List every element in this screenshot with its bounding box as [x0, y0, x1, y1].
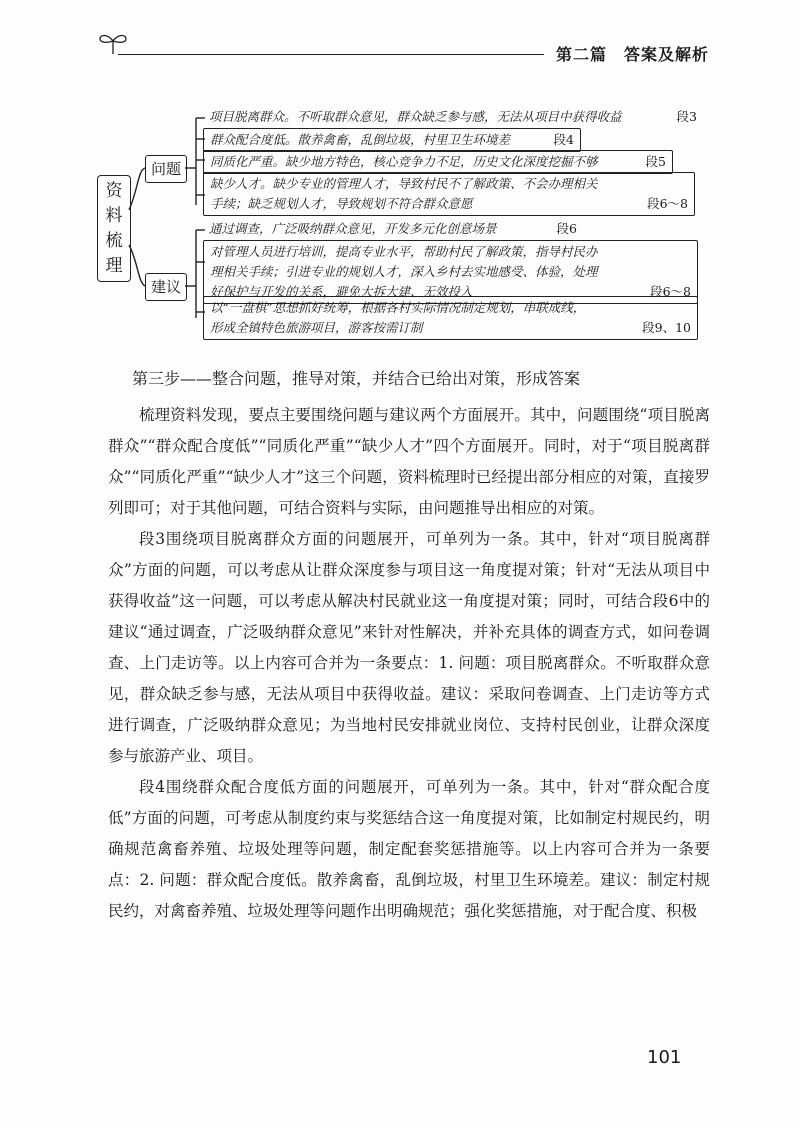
problem-leaf [203, 106, 703, 128]
leaf-ref: 段9、10 [642, 320, 691, 335]
leaf-text: 缺少人才。缺少专业的管理人才，导致村民不了解政策、不会办理相关 [210, 176, 598, 191]
page-number: 101 [647, 1047, 682, 1068]
leaf-ref: 段6～8 [647, 196, 688, 211]
body-text [108, 400, 710, 927]
leaf-ref: 段6～8 [650, 284, 691, 299]
mind-map [0, 0, 800, 340]
problem-node: 问题 [145, 155, 187, 183]
paragraph: 段4围绕群众配合度低方面的问题展开，可单列为一条。其中，针对“群众配合度低”方面的问题，可考虑从制度约束与奖惩结合这一角度提对策，比如制定村规民约，明确规范禽畜养殖、垃圾处理等问题，制定配套奖惩措施等。以上内容可合并为一条要点：2. 问题：群众配合度低。散养禽畜，乱倒垃圾，村里卫生环境差。建议：制定村规民约，对禽畜养殖、垃圾处理等问题作出明确规范；强化奖惩措施，对于配合度、积极 [108, 778, 710, 920]
leaf-ref: 段6 [556, 221, 577, 236]
root-char: 料 [105, 205, 123, 226]
problem-leaf [203, 128, 581, 152]
root-node [97, 175, 131, 282]
leaf-ref: 段4 [553, 132, 574, 147]
suggestion-leaf [203, 218, 583, 240]
leaf-text: 手续；缺乏规划人才，导致规划不符合群众意愿 [210, 196, 473, 211]
leaf-text: 好保护与开发的关系，避免大拆大建、无效投入 [210, 284, 473, 299]
step-heading: 第三步——整合问题，推导对策，并结合已给出对策，形成答案 [132, 369, 581, 388]
problem-leaf [203, 172, 695, 216]
leaf-text: 同质化严重。缺少地方特色，核心竞争力不足，历史文化深度挖掘不够 [210, 154, 598, 169]
leaf-ref: 段3 [676, 109, 697, 124]
leaf-text: 对管理人员进行培训，提高专业水平，帮助村民了解政策，指导村民办 [210, 244, 598, 259]
suggestion-leaf [203, 296, 698, 340]
paragraph: 段3围绕项目脱离群众方面的问题展开，可单列为一条。其中，针对“项目脱离群众”方面的问题，可以考虑从让群众深度参与项目这一角度提对策；针对“无法从项目中获得收益”这一问题，可以考虑从解决村民就业这一角度提对策；同时，可结合段6中的建议“通过调查，广泛吸纳群众意见”来针对性解决，并补充具体的调查方式，如问卷调查、上门走访等。以上内容可合并为一条要点：1. 问题：项目脱离群众。不听取群众意见，群众缺乏参与感，无法从项目中获得收益。建议：采取问卷调查、上门走访等方式进行调查，广泛吸纳群众意见；为当地村民安排就业岗位、支持村民创业，让群众深度参与旅游产业、项目。 [108, 530, 710, 765]
leaf-text: 通过调查，广泛吸纳群众意见，开发多元化创意场景 [209, 221, 497, 236]
leaf-text: 形成全镇特色旅游项目，游客按需订制 [210, 320, 423, 335]
root-char: 梳 [105, 230, 123, 251]
root-char: 资 [105, 180, 123, 201]
header-title: 第二篇 答案及解析 [556, 45, 710, 64]
suggestion-leaf [203, 240, 698, 304]
leaf-text: 以“一盘棋”思想抓好统筹，根据各村实际情况制定规划，串联成线， [210, 300, 586, 315]
leaf-text: 理相关手续；引进专业的规划人才，深入乡村去实地感受、体验，处理 [210, 264, 598, 279]
leaf-ref: 段5 [645, 154, 666, 169]
paragraph: 梳理资料发现，要点主要围绕问题与建议两个方面展开。其中，问题围绕“项目脱离群众”“群众配合度低”“同质化严重”“缺少人才”四个方面展开。同时，对于“项目脱离群众”“同质化严重”“缺少人才”这三个问题，资料梳理时已经提出部分相应的对策，直接罗列即可；对于其他问题，可结合资料与实际，由问题推导出相应的对策。 [108, 406, 710, 517]
root-char: 理 [105, 255, 123, 276]
leaf-text: 项目脱离群众。不听取群众意见，群众缺乏参与感，无法从项目中获得收益 [209, 109, 622, 124]
suggestion-node: 建议 [145, 273, 187, 301]
leaf-text: 群众配合度低。散养禽畜，乱倒垃圾，村里卫生环境差 [210, 132, 511, 147]
problem-leaf [203, 150, 673, 174]
